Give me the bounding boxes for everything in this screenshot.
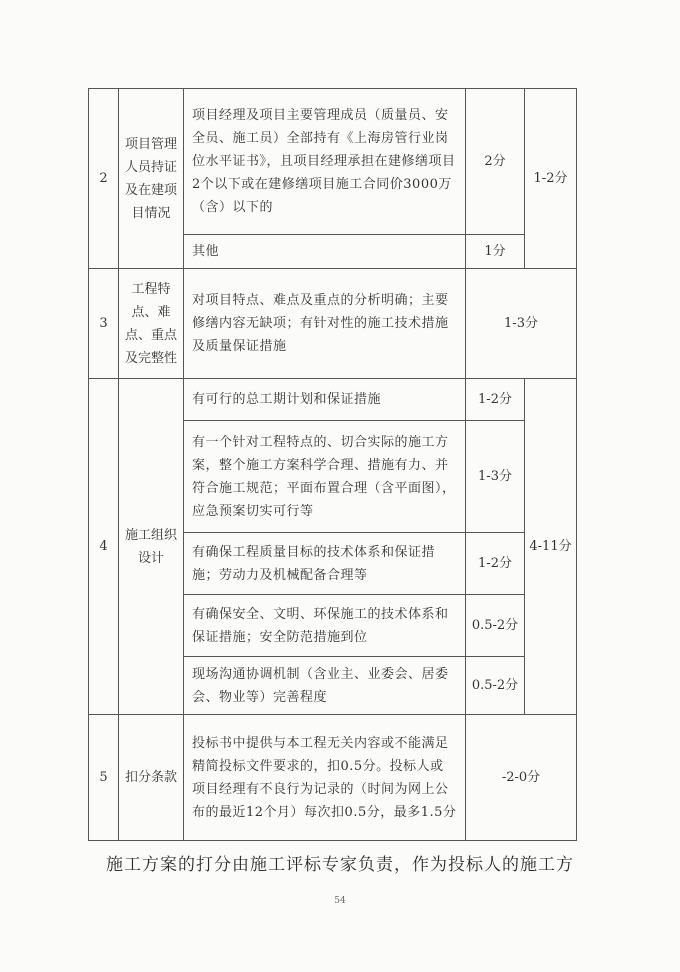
criteria-text: 有确保工程质量目标的技术体系和保证措施；劳动力及机械配备合理等 [184,533,466,595]
score-range: 4-11分 [525,379,577,715]
row-number: 5 [89,715,119,841]
item-name: 施工组织设计 [119,379,184,715]
score-range: 1-2分 [525,89,577,269]
criteria-score: 1-2分 [466,533,525,595]
item-name: 扣分条款 [119,715,184,841]
item-name: 项目管理人员持证及在建项目情况 [119,89,184,269]
criteria-text: 对项目特点、难点及重点的分析明确；主要修缮内容无缺项；有针对性的施工技术措施及质量保证措施 [184,269,466,379]
scoring-table [88,88,577,841]
criteria-text: 有一个针对工程特点的、切合实际的施工方案，整个施工方案科学合理、措施有力、并符合施工规范；平面布置合理（含平面图），应急预案切实可行等 [184,421,466,533]
row-number: 3 [89,269,119,379]
criteria-score: 2分 [466,89,525,235]
table-row [89,715,577,841]
criteria-score: -2-0分 [466,715,577,841]
page-number: 54 [334,896,346,906]
item-name: 工程特点、难点、重点及完整性 [119,269,184,379]
body-text: 施工方案的打分由施工评标专家负责，作为投标人的施工方 [106,855,574,875]
table-row [89,89,577,235]
table-row [89,379,577,421]
criteria-score: 0.5-2分 [466,657,525,715]
table-row [89,269,577,379]
criteria-score: 1-3分 [466,269,577,379]
criteria-score: 1-3分 [466,421,525,533]
criteria-text: 投标书中提供与本工程无关内容或不能满足精简投标文件要求的，扣0.5分。投标人或项目经理有不良行为记录的（时间为网上公布的最近12个月）每次扣0.5分，最多1.5分 [184,715,466,841]
criteria-score: 1-2分 [466,379,525,421]
criteria-score: 1分 [466,235,525,269]
criteria-text: 其他 [184,235,466,269]
row-number: 4 [89,379,119,715]
criteria-text: 有可行的总工期计划和保证措施 [184,379,466,421]
criteria-text: 现场沟通协调机制（含业主、业委会、居委会、物业等）完善程度 [184,657,466,715]
criteria-score: 0.5-2分 [466,595,525,657]
row-number: 2 [89,89,119,269]
criteria-text: 有确保安全、文明、环保施工的技术体系和保证措施；安全防范措施到位 [184,595,466,657]
criteria-text: 项目经理及项目主要管理成员（质量员、安全员、施工员）全部持有《上海房管行业岗位水平证书》，且项目经理承担在建修缮项目2个以下或在建修缮项目施工合同价3000万（含）以下的 [184,89,466,235]
